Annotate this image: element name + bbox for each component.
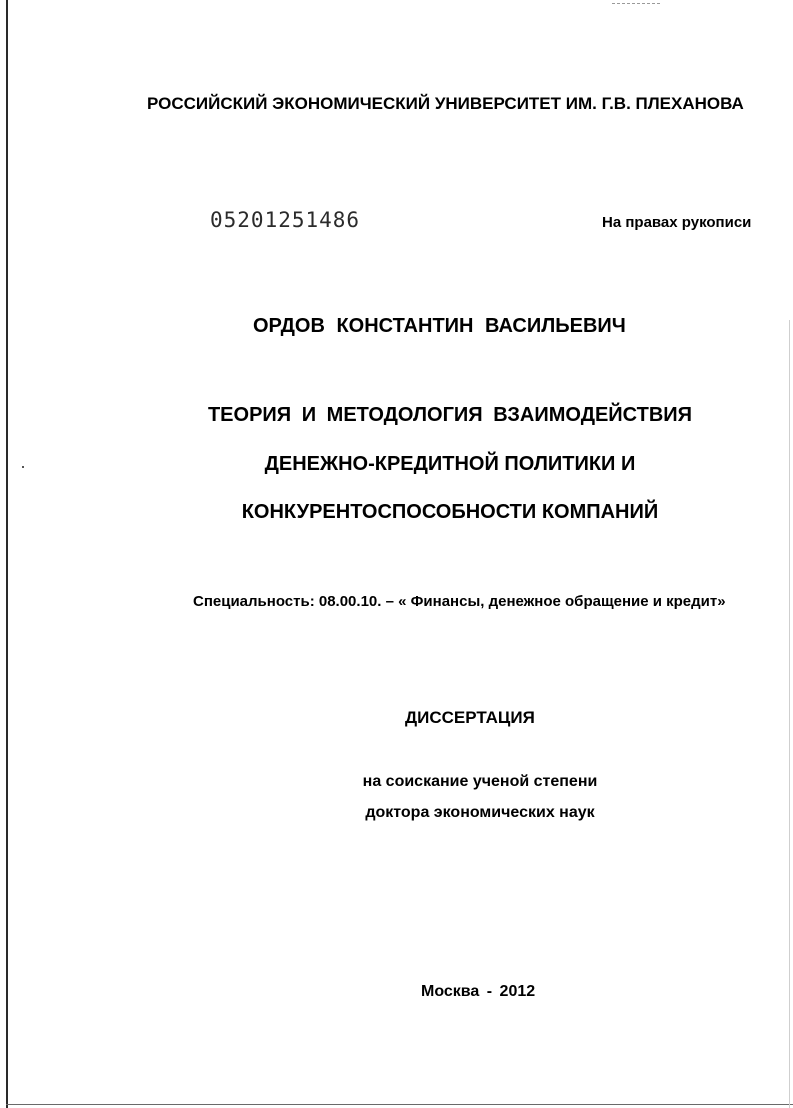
city-year: Москва - 2012 — [421, 983, 536, 1000]
archive-stamp-number: 05201251486 — [210, 208, 361, 232]
thesis-title-line-1: ТЕОРИЯ И МЕТОДОЛОГИЯ ВЗАИМОДЕЙСТВИЯ — [207, 404, 693, 426]
specialty-line: Специальность: 08.00.10. – « Финансы, денежное обращение и кредит» — [193, 593, 726, 610]
scan-border-left — [6, 0, 8, 1108]
scan-mark-top — [612, 3, 660, 5]
author-name: ОРДОВ КОНСТАНТИН ВАСИЛЬЕВИЧ — [253, 315, 626, 337]
thesis-title-line-2: ДЕНЕЖНО-КРЕДИТНОЙ ПОЛИТИКИ И — [264, 453, 636, 475]
document-type: ДИССЕРТАЦИЯ — [405, 708, 535, 727]
university-name: РОССИЙСКИЙ ЭКОНОМИЧЕСКИЙ УНИВЕРСИТЕТ ИМ. Г.В. ПЛЕХАНОВА — [147, 94, 744, 113]
rights-note: На правах рукописи — [602, 214, 752, 231]
degree-line-2: доктора экономических наук — [365, 804, 595, 821]
degree-line-1: на соискание ученой степени — [362, 773, 598, 790]
thesis-title-line-3: КОНКУРЕНТОСПОСОБНОСТИ КОМПАНИЙ — [241, 501, 659, 523]
scan-border-right — [789, 320, 790, 1108]
scan-border-bottom — [6, 1104, 793, 1105]
scan-speck — [22, 466, 24, 468]
